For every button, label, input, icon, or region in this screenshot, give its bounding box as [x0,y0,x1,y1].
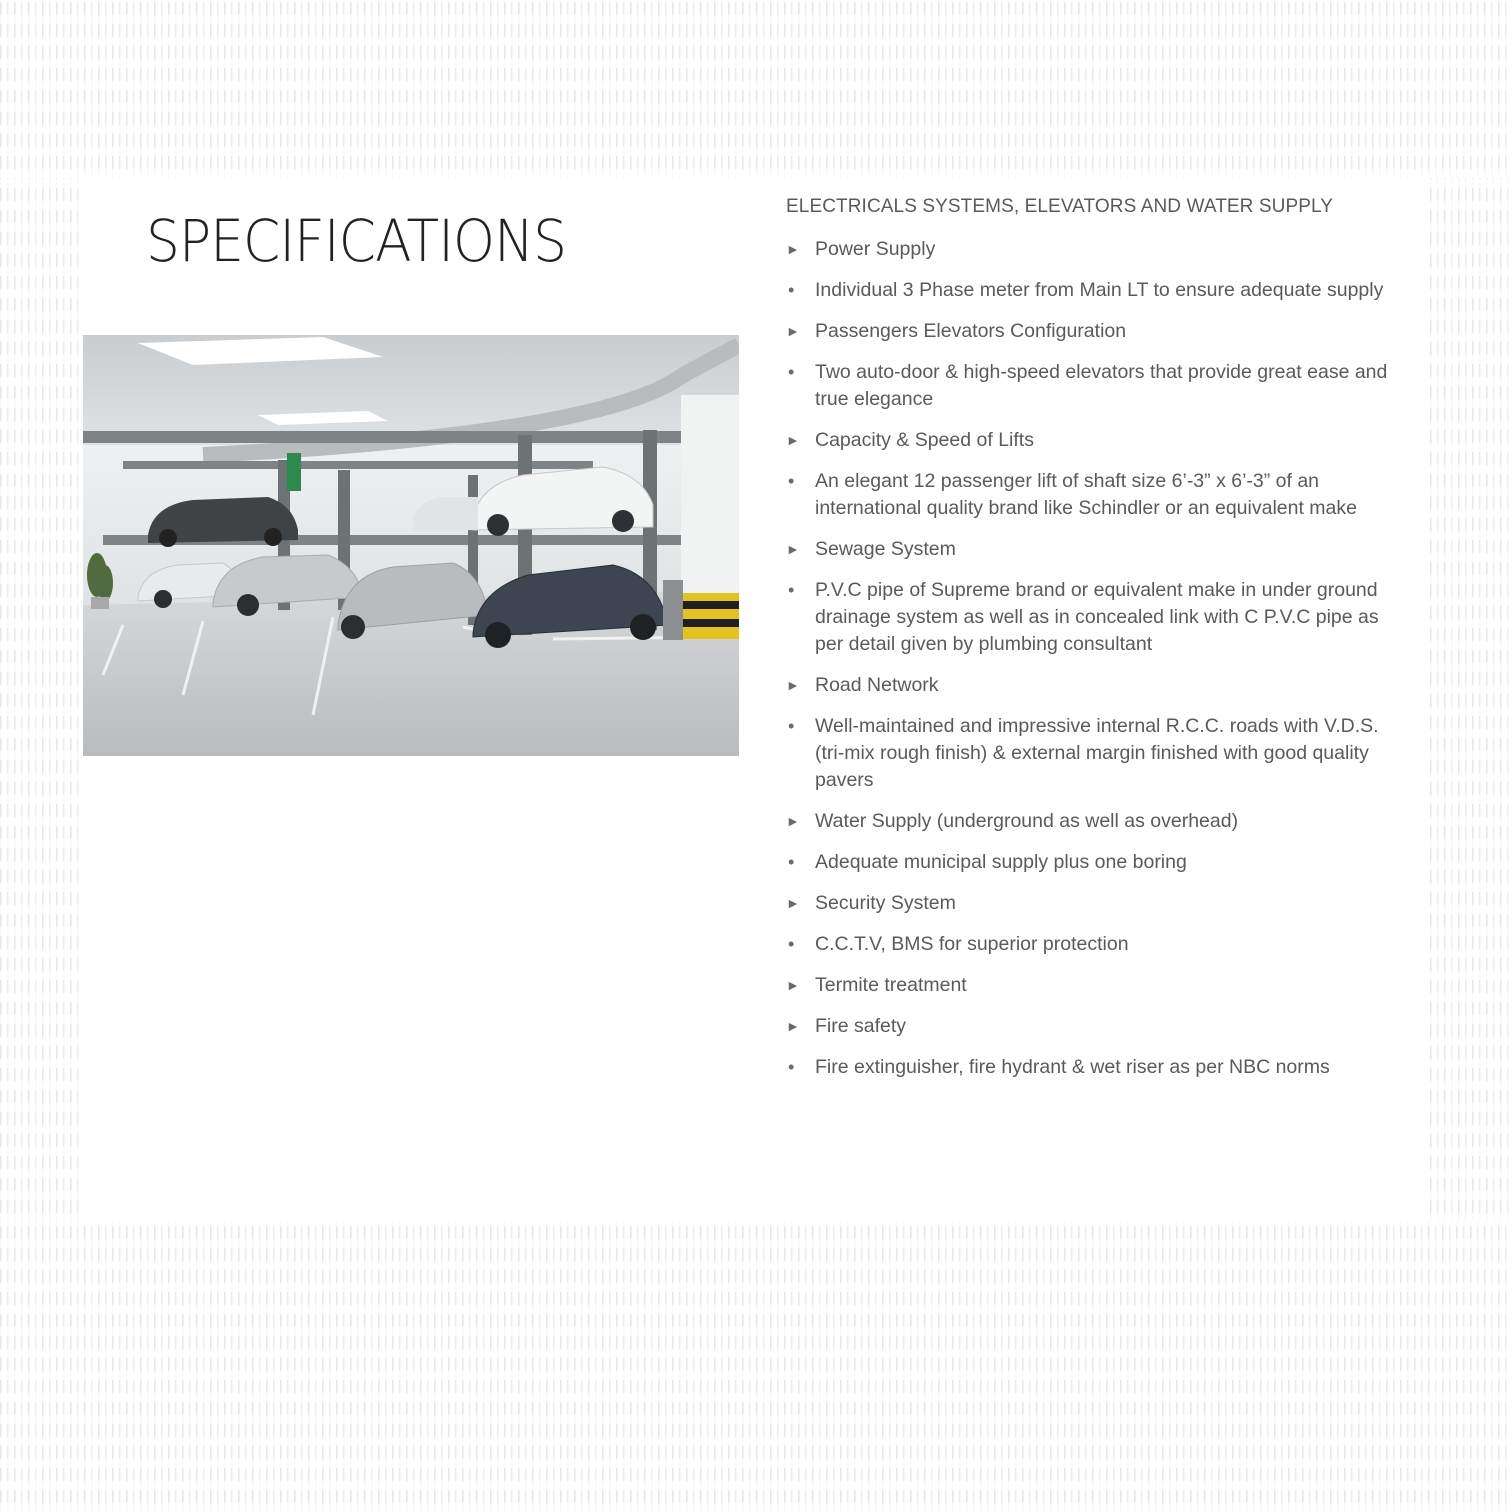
spec-detail-text: Two auto-door & high-speed elevators that provide great ease and true elegance [815,361,1388,410]
decorative-pattern-bottom [0,1222,1512,1512]
spec-heading-item [786,808,1396,835]
bullet-icon: • [788,471,795,491]
spec-detail-text: An elegant 12 passenger lift of shaft size 6’-3” x 6’-3” of an international quality brand like Schindler or an equivalent make [815,470,1357,519]
arrow-icon: ► [786,977,800,993]
arrow-icon: ► [786,895,800,911]
arrow-icon: ► [786,813,800,829]
spec-detail-text: Adequate municipal supply plus one boring [815,851,1187,873]
spec-detail-text: Individual 3 Phase meter from Main LT to ensure adequate supply [815,279,1384,301]
spec-detail-text: Well-maintained and impressive internal R.C.C. roads with V.D.S. (tri-mix rough finish) & external margin finished with good quality pavers [815,715,1379,791]
bullet-icon: • [788,280,795,300]
spec-heading-item [786,972,1396,999]
spec-detail-item [786,277,1396,304]
spec-detail-item [786,713,1396,794]
arrow-icon: ► [786,432,800,448]
spec-heading-item [786,536,1396,563]
arrow-icon: ► [786,541,800,557]
bullet-icon: • [788,934,795,954]
parking-image [83,335,739,756]
spec-detail-item [786,577,1396,658]
spec-heading-text: Security System [815,892,956,914]
spec-heading-text: Capacity & Speed of Lifts [815,429,1034,451]
spec-heading-item [786,890,1396,917]
bullet-icon: • [788,852,795,872]
spec-detail-text: P.V.C pipe of Supreme brand or equivalent make in under ground drainage system as well as in concealed link with C P.V.C pipe as per detail given by plumbing consultant [815,579,1379,655]
page-title: SPECIFICATIONS [146,207,567,275]
bullet-icon: • [788,716,795,736]
spec-detail-item [786,468,1396,522]
arrow-icon: ► [786,241,800,257]
decorative-pattern-top [0,0,1512,178]
specifications-list [786,236,1396,1081]
spec-heading-item [786,318,1396,345]
spec-detail-text: Fire extinguisher, fire hydrant & wet riser as per NBC norms [815,1056,1330,1078]
spec-heading-item [786,1013,1396,1040]
specifications-section [786,196,1396,1095]
bullet-icon: • [788,580,795,600]
spec-heading-text: Termite treatment [815,974,967,996]
bullet-icon: • [788,1057,795,1077]
section-heading: ELECTRICALS SYSTEMS, ELEVATORS AND WATER SUPPLY [786,196,1334,217]
spec-heading-item [786,427,1396,454]
spec-heading-item [786,672,1396,699]
arrow-icon: ► [786,677,800,693]
spec-heading-text: Fire safety [815,1015,907,1037]
bullet-icon: • [788,362,795,382]
spec-detail-item [786,359,1396,413]
spec-heading-text: Road Network [815,674,939,696]
arrow-icon: ► [786,1018,800,1034]
arrow-icon: ► [786,323,800,339]
spec-heading-text: Water Supply (underground as well as overhead) [815,810,1239,832]
spec-detail-text: C.C.T.V, BMS for superior protection [815,933,1129,955]
decorative-pattern-left [0,178,82,1222]
spec-heading-item [786,236,1396,263]
spec-heading-text: Power Supply [815,238,936,260]
spec-detail-item [786,849,1396,876]
spec-detail-item [786,931,1396,958]
spec-heading-text: Sewage System [815,538,956,560]
spec-heading-text: Passengers Elevators Configuration [815,320,1127,342]
spec-detail-item [786,1054,1396,1081]
decorative-pattern-right [1430,178,1512,1222]
